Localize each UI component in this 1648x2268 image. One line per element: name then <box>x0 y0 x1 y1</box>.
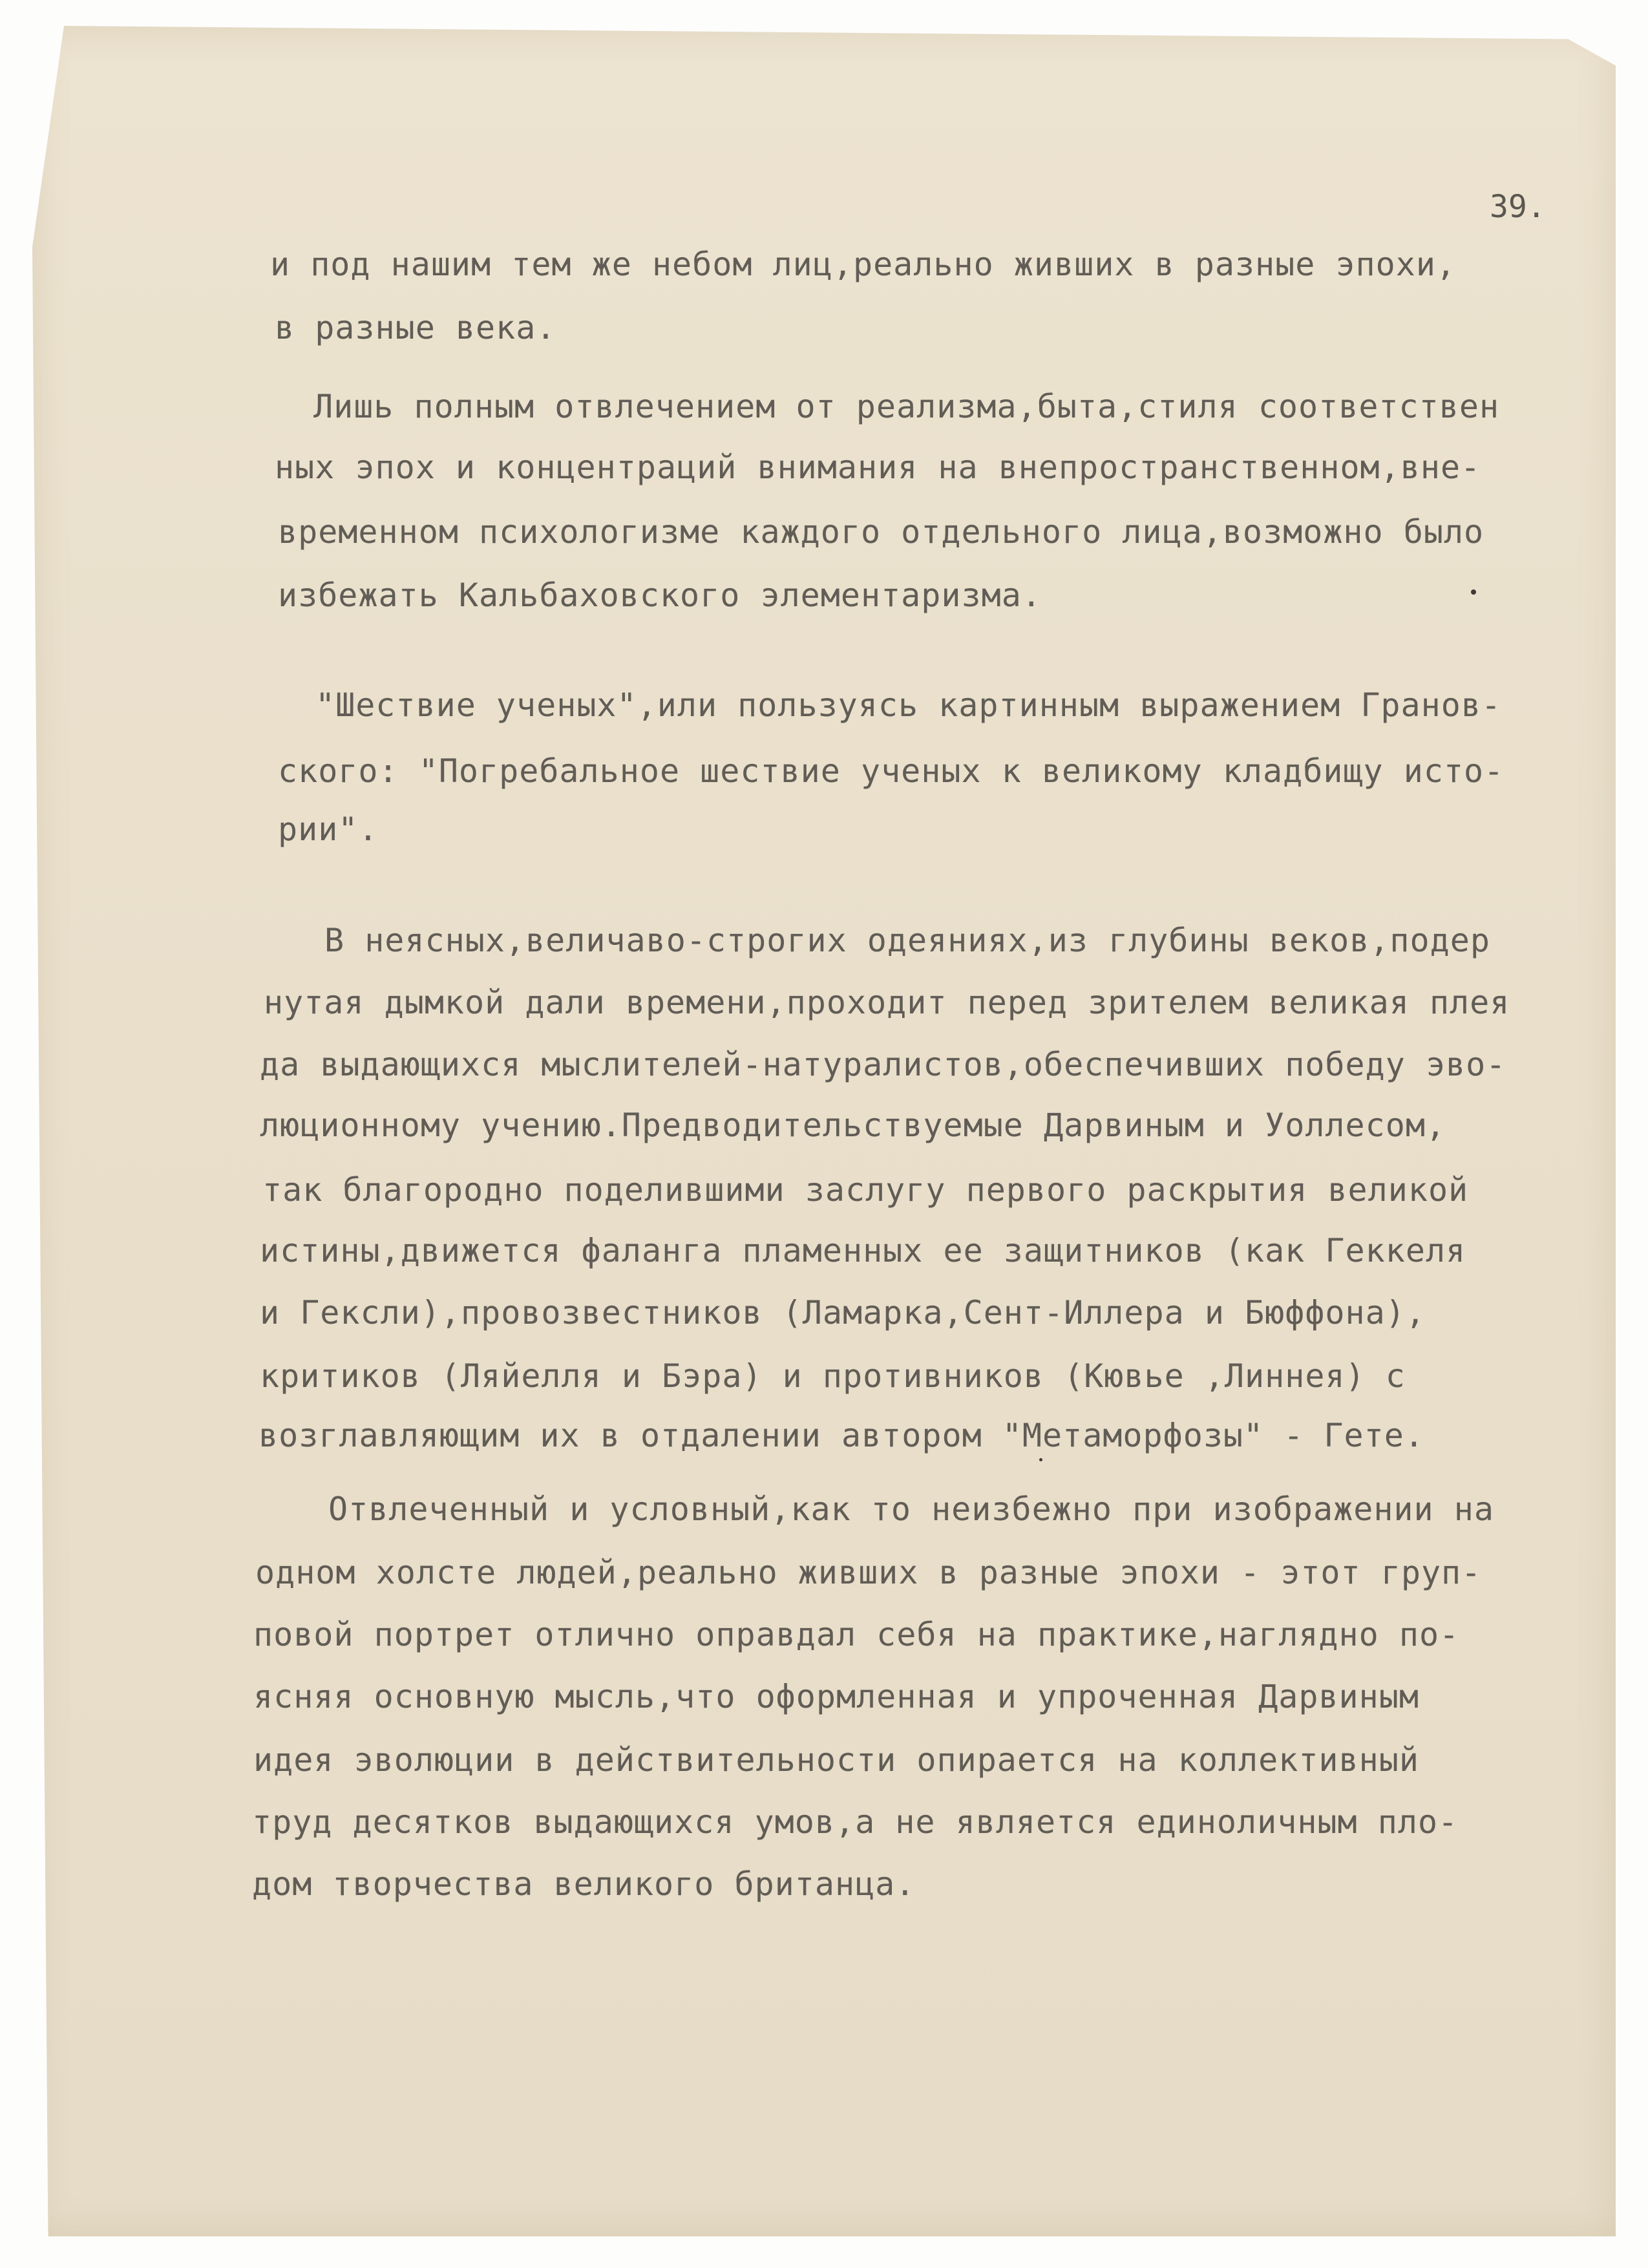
text-line: так благородно поделившими заслугу первого раскрытия великой <box>262 1171 1469 1209</box>
text-line: дом творчества великого британца. <box>252 1865 916 1903</box>
text-line: избежать Кальбаховского элементаризма. <box>278 577 1042 614</box>
text-line: истины,движется фаланга пламенных ее защитников (как Геккеля <box>260 1232 1466 1269</box>
text-line: рии". <box>278 811 379 848</box>
text-line: люционному учению.Предводительствуемые Дарвиным и Уоллесом, <box>260 1107 1446 1144</box>
text-line: одном холсте людей,реально живших в разные эпохи - этот груп- <box>255 1554 1482 1591</box>
text-line: идея эволюции в действительности опирается на коллективный <box>253 1741 1419 1779</box>
text-line: труд десятков выдающихся умов,а не является единоличным пло- <box>252 1803 1459 1841</box>
text-line: ных эпох и концентраций внимания на внепространственном,вне- <box>275 449 1481 486</box>
ink-speck <box>1471 589 1476 595</box>
text-line: и под нашим тем же небом лиц,реально живших в разные эпохи, <box>270 246 1457 283</box>
text-line: повой портрет отлично оправдал себя на практике,наглядно по- <box>253 1616 1460 1653</box>
text-line: в разные века. <box>275 309 556 346</box>
page-number: 39. <box>1490 189 1546 225</box>
text-line: ского: "Погребальное шествие ученых к великому кладбищу исто- <box>278 752 1505 790</box>
text-line: нутая дымкой дали времени,проходит перед зрителем великая плея <box>264 984 1510 1021</box>
text-line: Отвлеченный и условный,как то неизбежно при изображении на <box>328 1490 1494 1528</box>
text-line: возглавляющим их в отдалении автором "Метаморфозы" - Гете. <box>259 1417 1424 1454</box>
text-line: ясняя основную мысль,что оформленная и упроченная Дарвиным <box>253 1678 1419 1715</box>
text-line: да выдающихся мыслителей-натуралистов,обеспечивших победу эво- <box>260 1046 1506 1083</box>
text-line: и Гексли),провозвестников (Ламарка,Сент-Иллера и Бюффона), <box>260 1294 1426 1331</box>
ink-speck <box>1039 1458 1042 1461</box>
text-line: критиков (Ляйелля и Бэра) и противников (Кювье ,Линнея) с <box>260 1357 1406 1395</box>
text-line: В неясных,величаво-строгих одеяниях,из глубины веков,подер <box>324 922 1490 959</box>
text-line: временном психологизме каждого отдельного лица,возможно было <box>278 513 1484 551</box>
text-line: Лишь полным отвлечением от реализма,быта,стиля соответствен <box>313 388 1500 425</box>
text-line: "Шествие ученых",или пользуясь картинным выражением Гранов- <box>315 686 1502 724</box>
